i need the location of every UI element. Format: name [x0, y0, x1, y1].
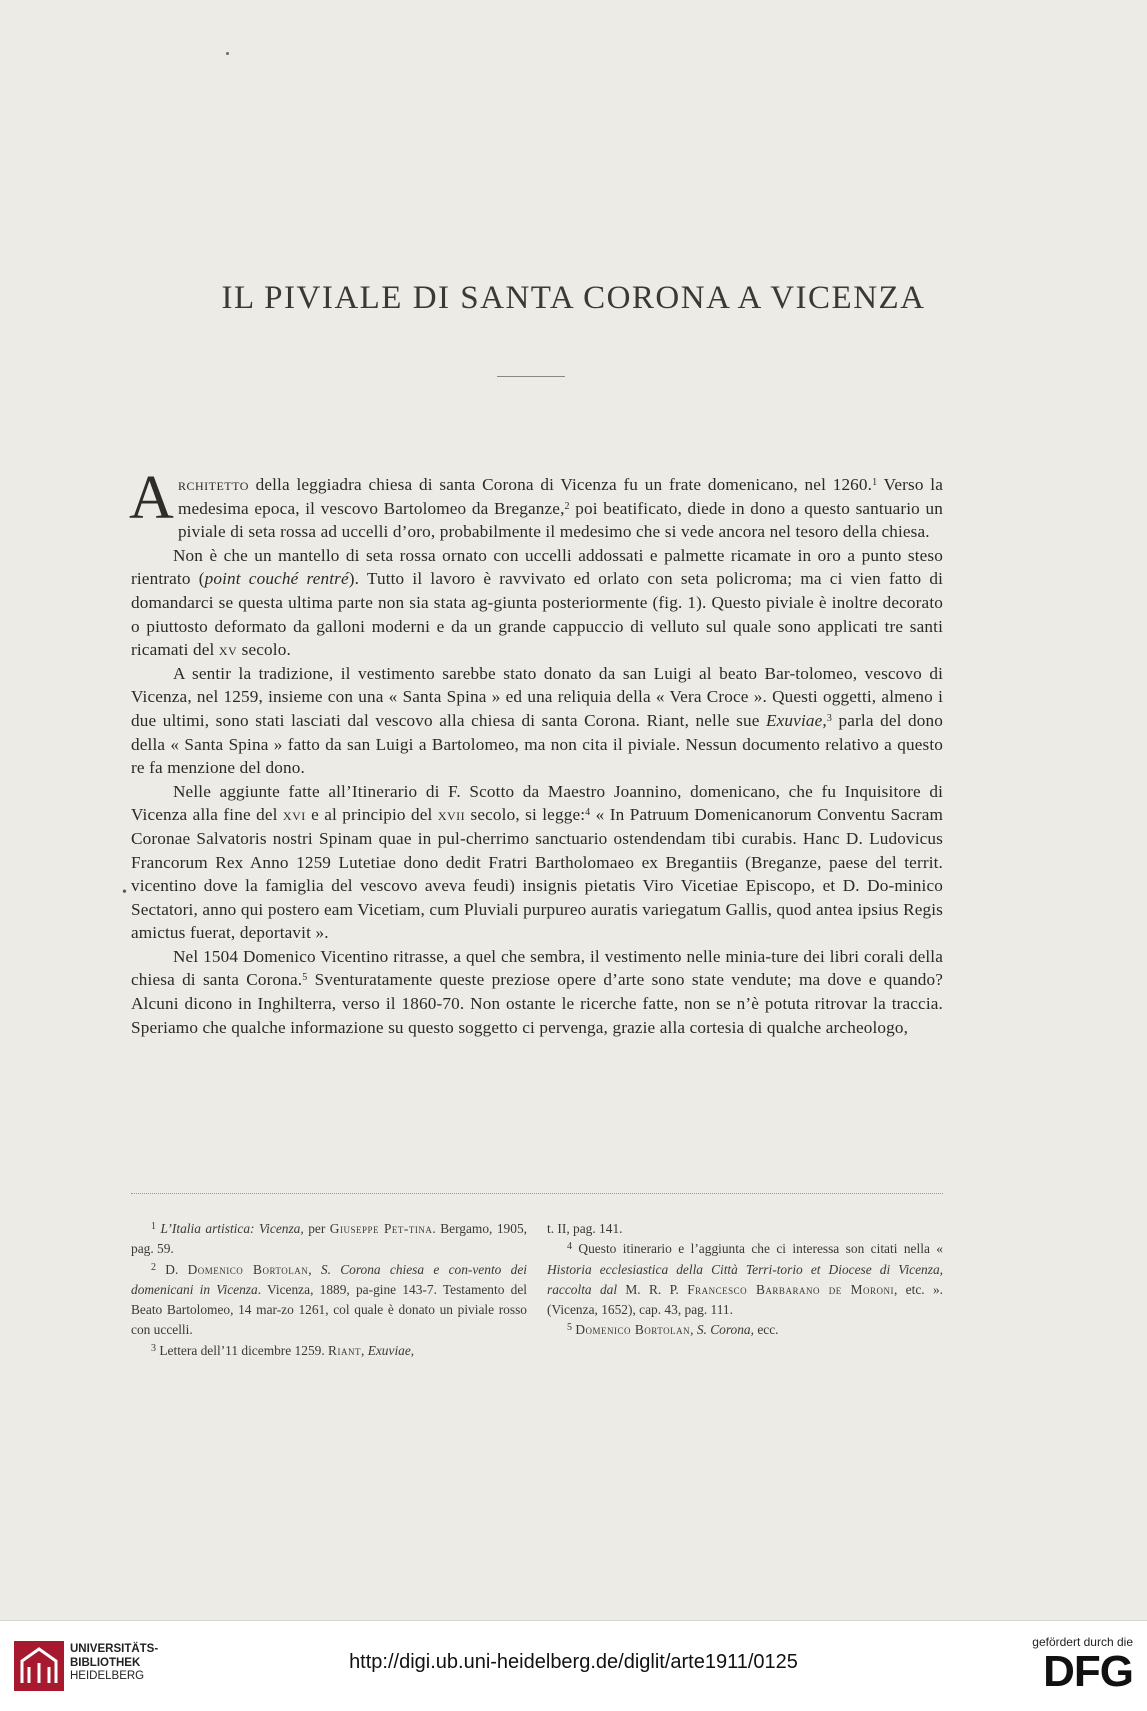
footnote-ref[interactable]: 1: [872, 477, 878, 488]
small-caps-run: Riant: [328, 1342, 361, 1358]
footer-bar: [0, 1620, 1147, 1711]
footnote-ref[interactable]: 5: [302, 972, 308, 984]
text-run: . Bergamo, 1905, pag. 59.: [131, 1221, 527, 1257]
footnote-number: 1: [151, 1221, 156, 1232]
text-run: D.: [165, 1261, 188, 1277]
italic-run: Exuviae,: [766, 710, 827, 730]
text-run: ,: [690, 1322, 697, 1338]
article-body: [129, 464, 944, 1039]
footnote-3-continued: t. II, pag. 141.: [547, 1221, 623, 1236]
margin-mark: •: [122, 885, 127, 900]
footnote-ref[interactable]: 4: [585, 807, 591, 819]
funder-block: [1007, 1635, 1133, 1695]
text-run: Lettera dell’11 dicembre 1259.: [159, 1342, 329, 1358]
footnote-ref[interactable]: 3: [826, 712, 833, 724]
small-caps-run: xvii: [437, 805, 466, 825]
text-run: Questo itinerario e l’aggiunta che ci interessa son citati nella «: [578, 1241, 943, 1257]
text-run: ,: [360, 1342, 368, 1358]
small-caps-run: Giuseppe Pet-tina: [329, 1221, 433, 1236]
text-run: A sentir la tradizione, il vestimento sarebbe stato donato da san Luigi al beato Bar-tolomeo, vescovo di Vicenza, nel 1259, insieme con una « Santa Spina » ed una reliquia della « Vera Croce ». Questi oggetti, almeno i due ultimi, sono stati lasciati dal vescovo alla chiesa di santa Corona. Riant, nelle sue: [131, 663, 943, 730]
text-run: secolo.: [237, 640, 291, 660]
footnote-ref[interactable]: 2: [564, 500, 570, 512]
text-run: per: [303, 1221, 330, 1236]
permalink-url[interactable]: http://digi.ub.uni-heidelberg.de/diglit/arte1911/0125: [349, 1651, 798, 1673]
text-run: Nelle aggiunte fatte all’Itinerario di F. Scotto da Maestro Joannino, domenicano, che fu Inquisitore di Vicenza alla fine del: [131, 781, 943, 825]
small-caps-run: xvi: [282, 805, 306, 825]
footnote-number: 3: [151, 1342, 156, 1354]
text-run: ). Tutto il lavoro è ravvivato ed orlato con seta policroma; ma ci vien fatto di domandarci se questa ultima parte non sia stata ag-giunta posteriormente (fig. 1). Questo piviale è inoltre decorato o piuttosto deformato da galloni moderni e da un grande cappuccio di velluto sul quale sono applicati tre santi ricamati del: [131, 569, 943, 660]
paragraph-2: [131, 544, 943, 662]
small-caps-opening: rchitetto: [177, 475, 249, 494]
paragraph-5: [131, 945, 943, 1039]
footnote-2: [131, 1260, 527, 1341]
small-caps-run: Domenico Bortolan: [187, 1261, 309, 1277]
text-run: poi beatificato, diede in dono a questo santuario un piviale di seta rossa ad uccelli d’oro, probabilmente il medesimo che si vede ancora nel tesoro della chiesa.: [177, 498, 943, 542]
text-run: della leggiadra chiesa di santa Corona di Vicenza fu un frate domenicano, nel 1260.: [248, 475, 873, 494]
page-title: IL PIVIALE DI SANTA CORONA A VICENZA: [221, 280, 926, 316]
footnote-number: 5: [567, 1322, 572, 1334]
italic-run: point couché rentré: [204, 569, 349, 589]
footnotes-right-column: [547, 1219, 943, 1361]
text-run: Nel 1504 Domenico Vicentino ritrasse, a quel che sembra, il vestimento nelle minia-ture dei libri corali della chiesa di santa Corona.: [131, 946, 943, 990]
drop-cap: A: [129, 464, 174, 532]
funded-by-label: gefördert durch die: [1032, 1635, 1133, 1649]
footnote-divider: [131, 1193, 943, 1194]
text-run: Verso la medesima epoca, il vescovo Bartolomeo da Breganze,: [177, 475, 943, 518]
footnote-1: [131, 1219, 527, 1260]
footnote-3: [131, 1341, 527, 1361]
small-caps-run: Francesco Barbarano de Moroni: [687, 1281, 894, 1297]
italic-run: S. Corona,: [696, 1322, 754, 1338]
paragraph-1: [129, 464, 943, 544]
text-run: ecc.: [753, 1322, 779, 1338]
footnotes-left-column: [131, 1219, 527, 1361]
text-run: Sventuratamente queste preziose opere d’arte sono state vendute; ma dove e quando? Alcuni dicono in Inghilterra, verso il 1860-70. Non ostante le ricerche fatte, non se n’è potuta ritrovar la traccia. Speriamo che qualche informazione su questo soggetto ci pervenga, grazie alla cortesia di qualche archeologo,: [131, 970, 943, 1037]
footnote-number: 2: [151, 1261, 156, 1273]
text-run: Non è che un mantello di seta rossa ornato con uccelli addossati e palmette ricamate in oro a punto steso rientrato (: [131, 545, 943, 589]
small-caps-run: Domenico Bortolan: [575, 1322, 691, 1338]
paragraph-4: [131, 780, 943, 945]
footnotes: [131, 1219, 943, 1361]
title-rule: [497, 376, 565, 377]
library-name-line: HEIDELBERG: [70, 1670, 145, 1682]
paper-speck: [226, 52, 229, 55]
text-run: , etc. ». (Vicenza, 1652), cap. 43, pag. 111.: [547, 1281, 943, 1318]
italic-run: Exuviae,: [367, 1342, 415, 1358]
italic-run: Historia ecclesiastica della Città Terri-torio et Diocese di Vicenza, raccolta dal: [547, 1261, 943, 1297]
library-name-line: UNIVERSITÄTS-: [70, 1643, 159, 1655]
italic-run: L’Italia artistica: Vicenza,: [160, 1221, 304, 1236]
text-run: M. R. P.: [617, 1281, 688, 1297]
footnote-5: [547, 1320, 943, 1340]
library-name-line: BIBLIOTHEK: [70, 1656, 141, 1669]
footnote-number: 4: [567, 1241, 572, 1253]
text-run: secolo, si legge:: [465, 805, 586, 825]
text-run: . Vicenza, 1889, pa-gine 143-7. Testamento del Beato Bartolomeo, 14 mar-zo 1261, col quale è donato un piviale rosso con uccelli.: [131, 1281, 527, 1338]
small-caps-run: xv: [218, 640, 238, 660]
text-run: « In Patruum Domenicanorum Conventu Sacram Coronae Salvatoris nostri Spinam quae in pul-cherrimo sanctuario ostendendam tibi curabis. Hanc D. Ludovicus Francorum Rex Anno 1259 Lutetiae dono dedit Fratri Bartholomaeo ex Bregantiis (Breganze, paese del territ. vicentino dove la famiglia del vescovo aveva feudi) insignis pietatis Viro Vicetiae Episcopo, et D. Do-minico Sectatori, anno qui postero eam Vicetiam, cum Pluviali purpureo auratis variegatum Gallis, quod antea ipsius Regis amictus fuerat, deportavit ».: [131, 805, 944, 943]
dfg-logo-icon[interactable]: DFG: [1043, 1647, 1133, 1696]
text-run: parla del dono della « Santa Spina » fatto da san Luigi a Bartolomeo, ma non cita il piviale. Nessun documento relativo a questo re fa menzione del dono.: [131, 710, 943, 778]
paragraph-3: [131, 662, 943, 780]
italic-run: S. Corona chiesa e con-vento dei domenicani in Vicenza: [131, 1261, 527, 1297]
text-run: ,: [308, 1261, 321, 1277]
text-run: e al principio del: [305, 805, 438, 825]
footnote-4: [547, 1239, 943, 1320]
